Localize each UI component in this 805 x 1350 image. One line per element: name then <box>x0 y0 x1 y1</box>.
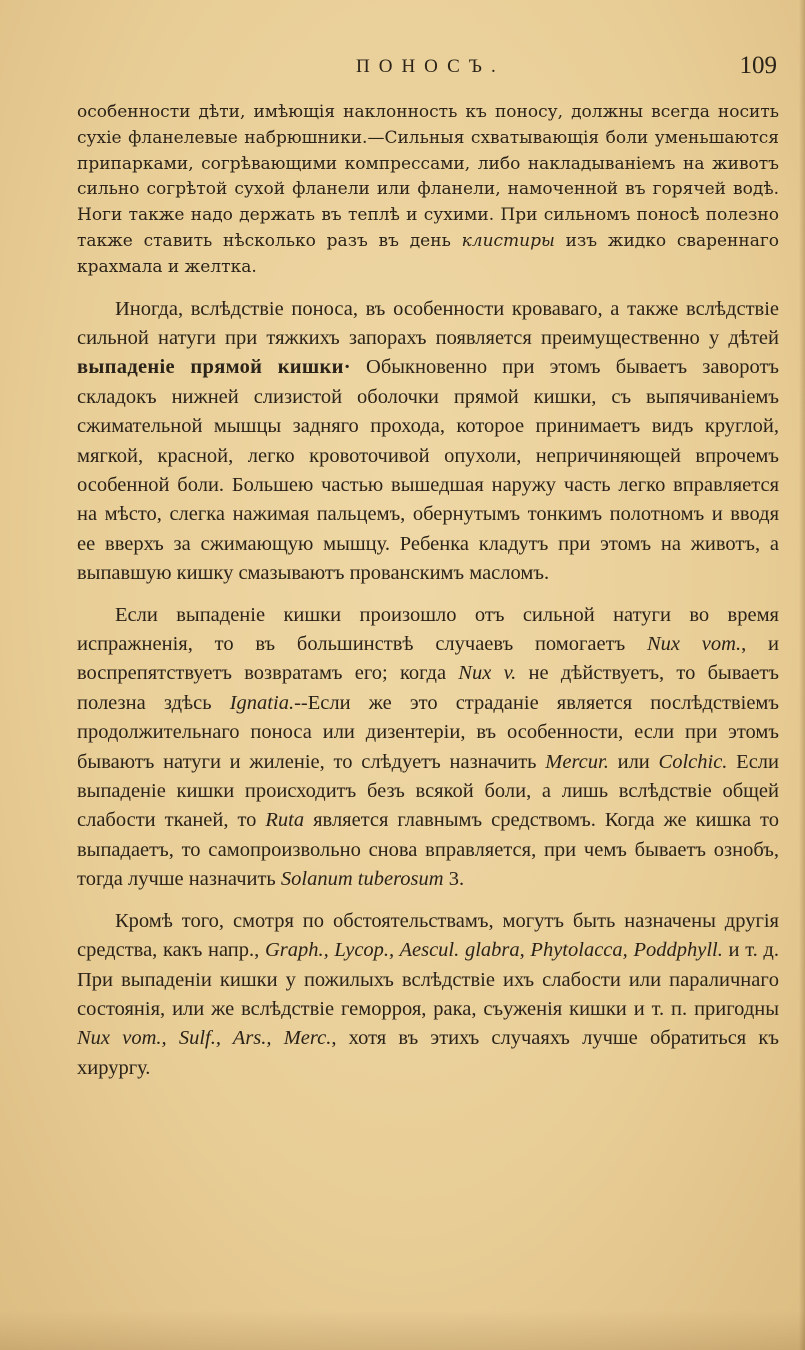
text-run: является главнымъ средствомъ. Когда же кишка то выпадаетъ, то самопроизвольно снова вправляется, при чемъ бываетъ ознобъ, тогда лучше назначить <box>77 809 779 891</box>
text-run: Если выпаденіе кишки произошло отъ сильной натуги во время испражненія, то въ большинствѣ случаевъ помогаетъ <box>77 603 779 656</box>
text-run: или <box>608 750 659 773</box>
remedy-name: Colchic. <box>658 750 728 773</box>
remedy-name: Nux vom. <box>646 633 742 656</box>
remedy-name: Ignatia. <box>229 691 295 714</box>
remedy-list: Graph., Lycop., Aescul. glabra, Phytolacca, Poddphyll. <box>264 939 723 962</box>
text-run: --Если же это страданіе является послѣдствіемъ продолжительнаго поноса или дизентеріи, въ особенности, если при этомъ бываютъ натуги и жиленіе, то слѣдуетъ назначить <box>77 691 780 773</box>
text-run: и т. д. При выпаденіи кишки у пожилыхъ вслѣдствіе ихъ слабости или параличнагo состоянія, или же вслѣдствіе геморроя, рака, съуженія кишки и т. п. пригодны <box>77 939 779 1020</box>
paragraph-remedies <box>77 601 779 895</box>
bold-term: выпаденіе прямой кишки· <box>77 356 351 379</box>
text-run: изъ жидко свареннагo крахмала и желтка. <box>77 230 779 277</box>
text-run: Обыкновенно при этомъ бываетъ заворотъ складокъ нижней слизистой оболочки прямой кишки, съ выпячиваніемъ сжимательной мышцы задняго прохода, которое принимаетъ видъ круглой, мягкой, красной, легко кровоточивой опухоли, непричиняющей впрочемъ особенной боли. Большею частью вышедшая наружу часть легко вправляется на мѣсто, слегка нажимая пальцемъ, обернутымъ тонкимъ полотномъ и вводя ее вверхъ за сжимающую мышцу. Ребенка кладутъ при этомъ на животъ, а выпавшую кишку смазываютъ прованскимъ масломъ. <box>77 356 779 585</box>
page-edge-shadow <box>0 1310 805 1350</box>
remedy-list: Nux vom., Sulf., Ars., Merc. <box>77 1027 332 1050</box>
page-edge-shadow-right <box>799 0 805 1350</box>
text-run: , и воспрепятствуетъ возвратамъ его; когда <box>77 633 779 685</box>
text-run: , хотя въ этихъ случаяхъ лучше обратиться къ хирургу. <box>77 1027 779 1079</box>
text-run: 3. <box>443 868 465 891</box>
remedy-name: Solanum tuberosum <box>280 868 444 891</box>
text-run: не дѣйствуетъ, то бываетъ полезна здѣсь <box>77 662 779 714</box>
text-run: Кромѣ того, смотря по обстоятельствамъ, могутъ быть назначены другія средства, какъ напр., <box>77 909 779 962</box>
paragraph-rectal-prolapse <box>77 295 779 589</box>
text-run: Если выпаденіе кишки происходитъ безъ всякой боли, а лишь вслѣдствіе общей слабости тканей, то <box>77 750 779 832</box>
remedy-name: Mercur. <box>545 750 609 773</box>
italic-term: клистиры <box>461 230 555 251</box>
paragraph-continuation <box>77 100 779 281</box>
remedy-name: Nux v. <box>458 662 517 685</box>
running-title: ПОНОСЪ. <box>356 56 505 77</box>
page-number: 109 <box>739 52 777 79</box>
page-header <box>78 52 777 84</box>
paragraph-other-remedies <box>77 907 779 1083</box>
body-text <box>77 100 779 1083</box>
remedy-name: Ruta <box>265 809 305 832</box>
text-run: особенности дѣти, имѣющія наклонность къ поносу, должны всегда носить сухіе фланелевые набрюшники.—Сильныя схватывающія боли уменьшаются припарками, согрѣвающими компрессами, либо накладываніемъ на животъ сильно согрѣтой сухой фланели или фланели, намоченной въ горячей водѣ. Ноги также надо держать въ теплѣ и сухими. При сильномъ поносѣ полезно также ставить нѣсколько разъ въ день <box>77 102 779 251</box>
text-run: Иногда, вслѣдствіе поноса, въ особенности кроваваго, а также вслѣдствіе сильной натуги при тяжкихъ запорахъ появляется преимущественно у дѣтей <box>77 297 779 349</box>
